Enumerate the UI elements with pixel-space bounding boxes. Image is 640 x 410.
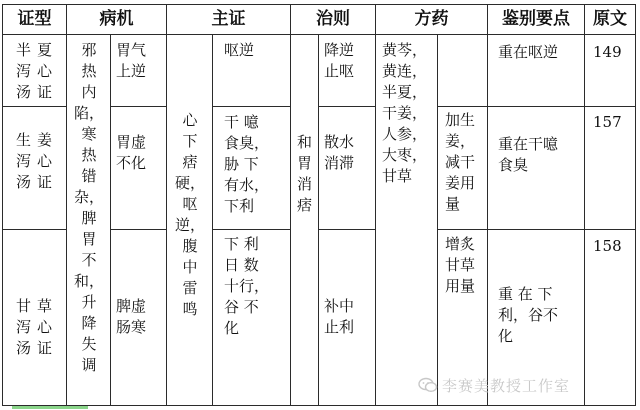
- key-point-gancao: 重 在 下 利，谷不 化: [498, 285, 559, 345]
- grid-line: [110, 229, 166, 230]
- pathogenesis-gancao: 脾虚 肠寒: [116, 297, 147, 336]
- accent-bar: [12, 406, 88, 409]
- shared-main-symptom: 心 下 痞 硬， 呕 逆， 腹 中 雷 鸣: [174, 111, 205, 318]
- grid-line: [2, 405, 636, 406]
- pathogenesis-banxia: 胃气 上逆: [116, 41, 147, 80]
- grid-line: [635, 4, 636, 406]
- pathogenesis-shengjiang: 胃虚 不化: [116, 133, 147, 172]
- article-149: 149: [593, 43, 622, 61]
- grid-line: [584, 4, 585, 406]
- symptom-banxia: 呕逆: [224, 41, 255, 59]
- grid-line: [2, 34, 636, 35]
- grid-line: [110, 106, 166, 107]
- header-main-symptom: 主证: [211, 9, 246, 29]
- syndrome-shengjiang: 生姜 泻心 汤证: [16, 131, 59, 191]
- article-158: 158: [593, 237, 622, 255]
- symptom-shengjiang: 干 噫 食臭， 胁 下 有水， 下利: [224, 113, 270, 215]
- formula-mod-shengjiang: 加生 姜， 减干 姜用 量: [445, 111, 476, 213]
- grid-line: [2, 229, 66, 230]
- grid-line: [166, 4, 167, 406]
- grid-line: [110, 35, 111, 406]
- grid-line: [375, 4, 376, 406]
- grid-line: [437, 35, 438, 406]
- grid-line: [2, 106, 66, 107]
- header-pathogenesis: 病机: [99, 9, 134, 29]
- grid-line: [318, 106, 375, 107]
- header-article: 原文: [593, 9, 627, 29]
- grid-line: [318, 229, 375, 230]
- grid-line: [318, 35, 319, 406]
- grid-line: [437, 229, 636, 230]
- wechat-icon: [418, 377, 438, 397]
- formula-shared: 黄芩， 黄连， 半夏， 干姜， 人参， 大枣， 甘草: [382, 41, 428, 185]
- header-formula: 方药: [414, 9, 449, 29]
- formula-mod-gancao: 增炙 甘草 用量: [445, 235, 476, 295]
- grid-line: [66, 4, 67, 406]
- header-treatment: 治则: [316, 9, 350, 29]
- grid-line: [212, 229, 290, 230]
- syndrome-comparison-table: [2, 4, 636, 406]
- treatment-shengjiang: 散水 消滞: [324, 133, 355, 172]
- syndrome-gancao: 甘草 泻心 汤证: [16, 297, 59, 357]
- grid-line: [212, 106, 290, 107]
- symptom-gancao: 下 利 日 数 十行， 谷 不 化: [224, 235, 270, 337]
- key-point-shengjiang: 重在干噫 食臭: [498, 135, 559, 174]
- shared-treatment: 和 胃 消 痞: [296, 133, 312, 214]
- header-key-point: 鉴别要点: [502, 9, 570, 29]
- grid-line: [487, 4, 488, 406]
- treatment-gancao: 补中 止利: [324, 297, 355, 336]
- pathogenesis-shared: 邪 热 内 陷， 寒 热 错 杂， 脾 胃 不 和， 升 降 失 调: [73, 41, 104, 374]
- grid-line: [212, 35, 213, 406]
- header-syndrome: 证型: [17, 9, 52, 29]
- key-point-banxia: 重在呕逆: [498, 43, 559, 61]
- watermark-text: 李赛美教授工作室: [442, 377, 571, 395]
- treatment-banxia: 降逆 止呕: [324, 41, 355, 80]
- article-157: 157: [593, 113, 622, 131]
- watermark: [418, 375, 570, 397]
- grid-line: [437, 106, 636, 107]
- grid-line: [2, 4, 3, 406]
- syndrome-banxia: 半夏 泻心 汤证: [16, 41, 59, 101]
